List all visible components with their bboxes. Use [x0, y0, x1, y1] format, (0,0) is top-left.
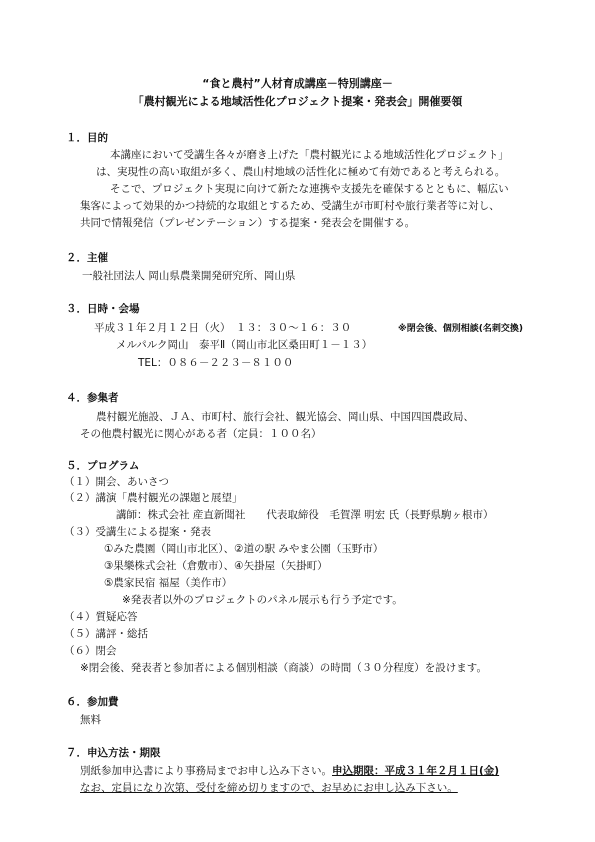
apply-heading: ７．申込方法・期限 — [66, 747, 161, 759]
program-item: （６）閉会 — [64, 645, 117, 657]
purpose-heading: １．目的 — [66, 132, 108, 144]
fee-heading: ６．参加費 — [66, 696, 119, 708]
apply-note: なお、定員になり次第、受付を締め切りますので、お早めにお申し込み下さい。 — [80, 782, 458, 794]
course-title: “食と農村”人材育成講座－特別講座－ — [202, 77, 393, 90]
program-item: （１）開会、あいさつ — [64, 476, 169, 488]
program-item: （４）質疑応答 — [64, 611, 138, 623]
organizer-heading: ２．主催 — [66, 252, 108, 264]
program-heading: ５．プログラム — [66, 460, 140, 472]
datetime-heading: ３．日時・会場 — [66, 303, 140, 315]
presenter-item: ①みた農園（岡山市北区）、②道の駅 みやま公園（玉野市） — [104, 543, 384, 555]
fee-text: 無料 — [80, 714, 101, 726]
date-note: ※閉会後、個別相談(名刺交換) — [398, 324, 523, 334]
purpose-text: そこで、プロジェクト実現に向けて新たな連携や支援先を確保するとともに、幅広い — [110, 183, 509, 195]
program-item: （２）講演「農村観光の課題と展望」 — [64, 492, 243, 504]
program-item: （３）受講生による提案・発表 — [64, 526, 211, 538]
apply-instructions: 別紙参加申込書により事務局までお申し込み下さい。 — [80, 765, 332, 777]
purpose-text: 共同で情報発信（プレゼンテーション）する提案・発表会を開催する。 — [80, 217, 416, 229]
program-note: ※発表者以外のプロジェクトのパネル展示も行う予定です。 — [122, 594, 403, 606]
participants-heading: ４．参集者 — [66, 392, 119, 404]
event-venue: メルパルク岡山 泰平Ⅱ（岡山市北区桑田町１－１３） — [116, 339, 373, 351]
participants-text: 農村観光施設、ＪＡ、市町村、旅行会社、観光協会、岡山県、中国四国農政局、 — [96, 411, 474, 423]
event-title: 「農村観光による地域活性化プロジェクト提案・発表会」開催要領 — [132, 95, 463, 108]
program-note: ※閉会後、発表者と参加者による個別相談（商談）の時間（３０分程度）を設けます。 — [80, 662, 487, 674]
program-item: （５）講評・総括 — [64, 628, 148, 640]
purpose-text: 本講座において受講生各々が磨き上げた「農村観光による地域活性化プロジェクト」 — [110, 149, 509, 161]
presenter-item: ③果樂株式会社（倉敷市）、④矢掛屋（矢掛町） — [104, 560, 328, 572]
apply-deadline: 申込期限：平成３１年２月１日(金) — [332, 765, 500, 777]
purpose-text: 集客によって効果的かつ持続的な取組とするため、受講生が市町村や旅行業者等に対し、 — [80, 200, 500, 212]
event-date: 平成３１年２月１２日（火） １３：３０～１６：３０ — [94, 322, 352, 334]
participants-text: その他農村観光に関心がある者（定員：１００名） — [80, 428, 322, 440]
purpose-text: は、実現性の高い取組が多く、農山村地域の活性化に極めて有効であると考えられる。 — [96, 166, 506, 178]
organizer-text: 一般社団法人 岡山県農業開発研究所、岡山県 — [82, 270, 296, 282]
presenter-item: ⑤農家民宿 福屋（美作市） — [104, 577, 233, 589]
apply-text — [80, 763, 499, 779]
venue-tel: TEL：０８６－２２３－８１００ — [138, 357, 294, 369]
program-speaker: 講師：株式会社 産直新聞社 代表取締役 毛賀澤 明宏 氏（長野県駒ヶ根市） — [116, 509, 494, 521]
